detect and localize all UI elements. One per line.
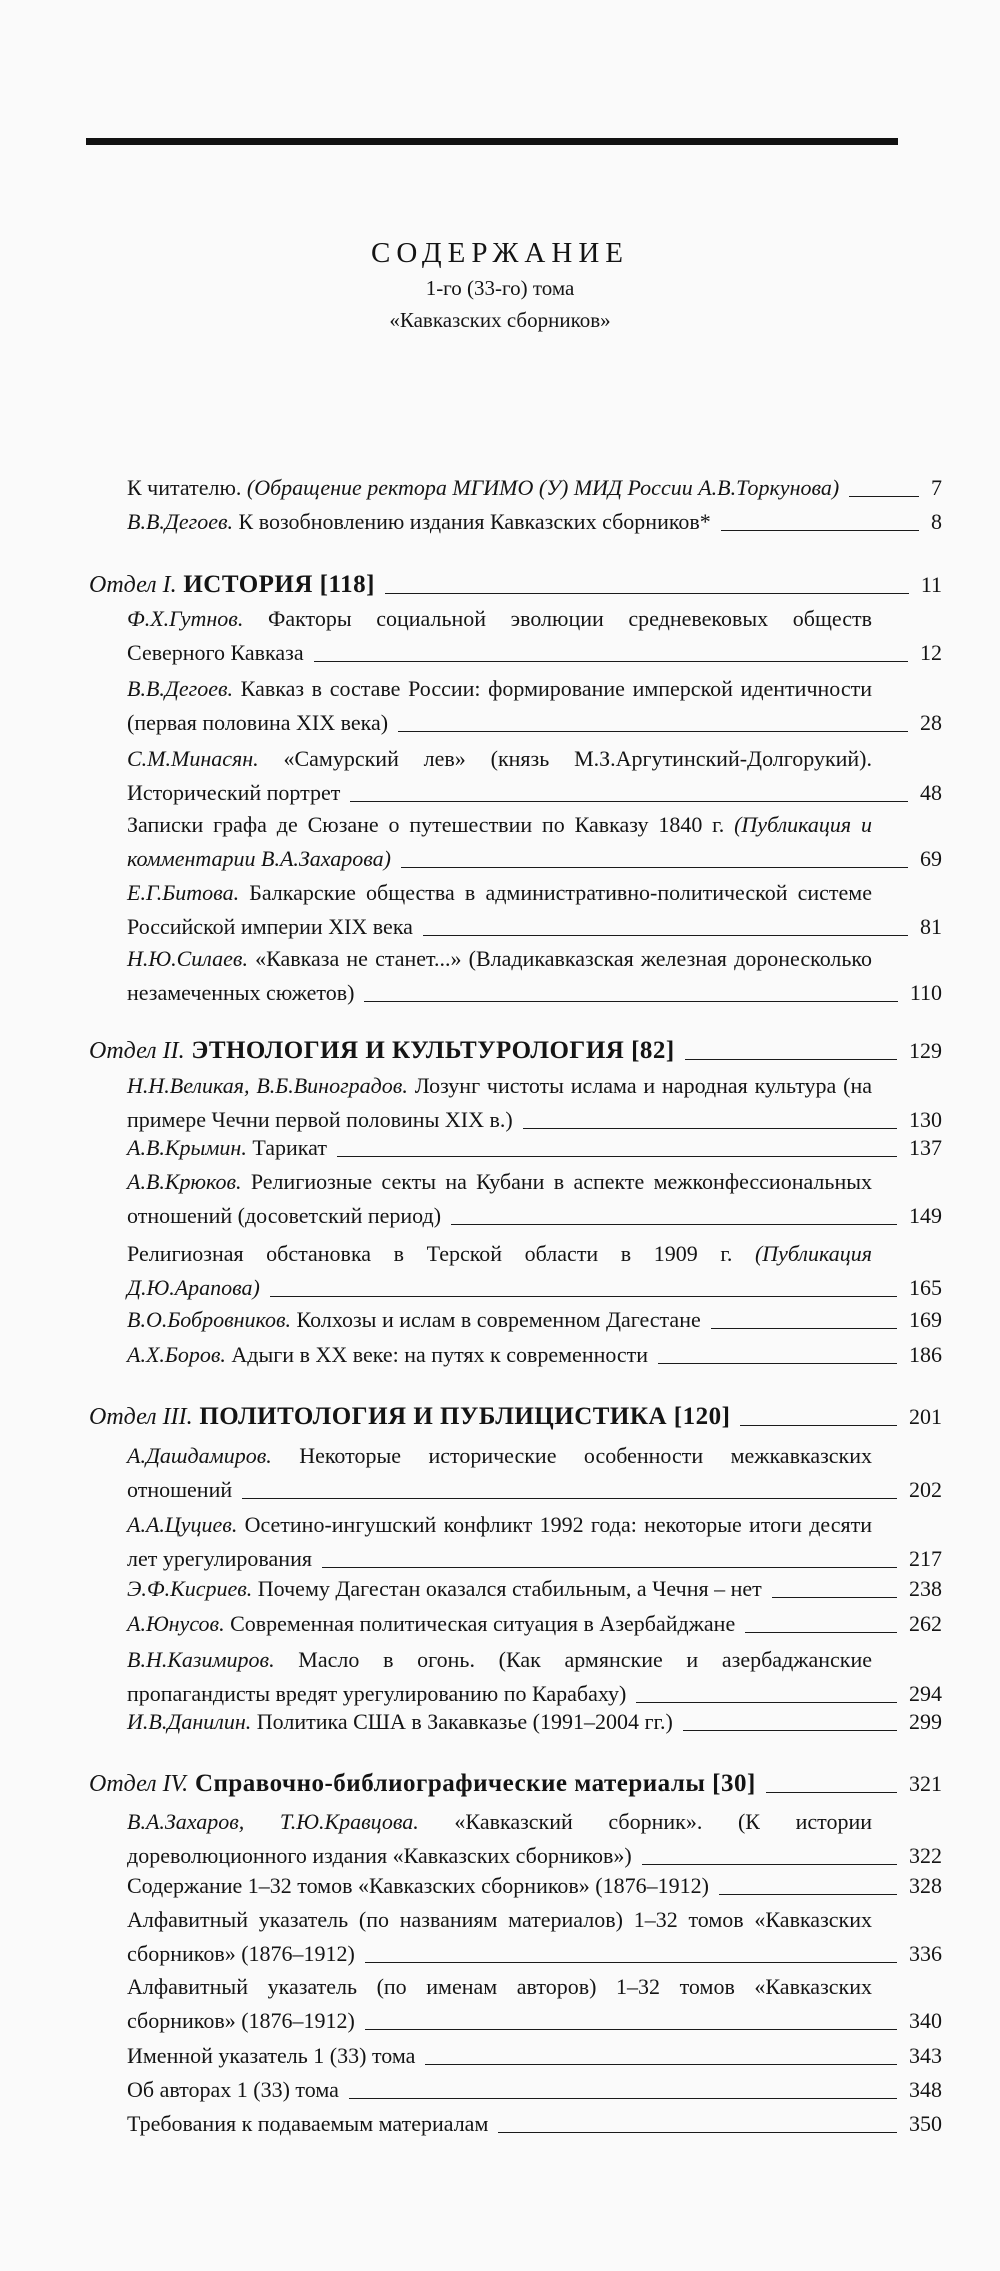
leader-line <box>685 1059 897 1060</box>
entry-text <box>127 602 872 670</box>
page-number: 350 <box>909 2111 942 2136</box>
entry-text <box>127 2039 878 2073</box>
page-number: 130 <box>909 1107 942 1132</box>
leader-line <box>642 1864 897 1865</box>
leader-line <box>337 1156 897 1157</box>
entry-title: Об авторах 1 (33) тома <box>127 2077 339 2102</box>
entry-text <box>127 1903 872 1971</box>
entry-title: Записки графа де Сюзане о путешествии по Кавказу 1840 г. <box>127 812 735 837</box>
page-number: 110 <box>909 980 942 1005</box>
entry-author: Э.Ф.Кисриев. <box>127 1576 253 1601</box>
leader-line <box>683 1730 897 1731</box>
leader-line <box>398 731 908 732</box>
entry-text <box>127 1643 872 1711</box>
section-title: ИСТОРИЯ [118] <box>176 571 375 598</box>
leader-line <box>523 1128 897 1129</box>
leader-line <box>711 1328 897 1329</box>
entry-author: В.В.Дегоев. <box>127 676 234 701</box>
entry-publication-note: (Публикация и комментарии В.А.Захарова) <box>127 812 873 871</box>
entry-text <box>127 672 872 740</box>
entry-author: А.Х.Боров. <box>127 1342 226 1367</box>
entry-text <box>127 1439 872 1507</box>
entry-text <box>127 942 872 1010</box>
leader-line <box>349 2098 897 2099</box>
page-number: 7 <box>931 475 942 500</box>
leader-line <box>423 935 908 936</box>
page-number: 81 <box>920 914 942 939</box>
leader-line <box>365 1962 897 1963</box>
entry-author: А.В.Крюков. <box>127 1169 242 1194</box>
entry-text <box>127 876 872 944</box>
entry-text <box>127 1338 878 1372</box>
leader-line <box>350 801 908 802</box>
section-title: ЭТНОЛОГИЯ И КУЛЬТУРОЛОГИЯ [82] <box>184 1037 675 1064</box>
page-number: 69 <box>920 846 942 871</box>
entry-author: С.М.Минасян. <box>127 746 259 771</box>
page-number: 262 <box>909 1611 942 1636</box>
entry-title: «Самурский лев» (князь М.З.Аргутинский-Долгорукий). Исторический портрет <box>127 746 872 805</box>
leader-line <box>740 1425 897 1426</box>
entry-title: Почему Дагестан оказался стабильным, а Чечня – нет <box>252 1576 762 1601</box>
entry-title: Алфавитный указатель (по именам авторов) 1–32 томов «Кавказских сборников» (1876–1912) <box>127 1974 872 2033</box>
entry-author: А.Дашдамиров. <box>127 1443 272 1468</box>
page-number: 165 <box>909 1275 942 1300</box>
leader-line <box>451 1224 897 1225</box>
leader-line <box>401 867 908 868</box>
leader-line <box>766 1792 897 1793</box>
entry-title: Кавказ в составе России: формирование имперской идентичности (первая половина XIX века) <box>127 676 872 735</box>
page-number: 28 <box>920 710 942 735</box>
entry-author: Ф.Х.Гутнов. <box>127 606 244 631</box>
entry-text <box>127 1303 878 1337</box>
entry-title: Некоторые исторические особенности межкавказских отношений <box>127 1443 872 1502</box>
entry-text <box>127 1970 872 2038</box>
page-number: 328 <box>909 1873 942 1898</box>
entry-text <box>127 471 878 505</box>
section-label: Отдел I. <box>89 572 177 598</box>
page-number: 149 <box>909 1203 942 1228</box>
entry-text <box>127 1572 878 1606</box>
leader-line <box>242 1498 897 1499</box>
entry-text <box>127 1607 878 1641</box>
entry-author: А.Юнусов. <box>127 1611 225 1636</box>
entry-author: В.В.Дегоев. <box>127 509 234 534</box>
entry-text <box>127 1165 872 1233</box>
page-number: 299 <box>909 1709 942 1734</box>
toc-title: СОДЕРЖАНИЕ <box>371 237 629 269</box>
entry-publication-note: (Публикация Д.Ю.Арапова) <box>127 1241 872 1300</box>
leader-line <box>365 2029 897 2030</box>
page-number: 137 <box>909 1135 942 1160</box>
entry-text <box>127 1805 872 1873</box>
entry-text <box>127 808 872 876</box>
page-number: 48 <box>920 780 942 805</box>
entry-text <box>127 2073 878 2107</box>
leader-line <box>322 1567 897 1568</box>
page-number: 348 <box>909 2077 942 2102</box>
entry-title: «Кавказа не станет...» (Владикавказская железная доронесколько незамеченных сюжетов) <box>127 946 872 1005</box>
toc-subtitle-series: «Кавказских сборников» <box>389 308 611 332</box>
section-label: Отдел IV. <box>89 1771 189 1797</box>
section-label: Отдел II. <box>89 1038 185 1064</box>
page-number: 336 <box>909 1941 942 1966</box>
section-title: Справочно-библиографические материалы [30] <box>188 1770 756 1797</box>
page-number: 129 <box>909 1038 942 1063</box>
page-number: 217 <box>909 1546 942 1571</box>
entry-title: «Кавказский сборник». (К истории дореволюционного издания «Кавказских сборников») <box>127 1809 873 1868</box>
entry-title: Масло в огонь. (Как армянские и азербаджанские пропагандисты вредят урегулированию по Карабаху) <box>127 1647 872 1706</box>
entry-author: А.В.Крымин. <box>127 1135 247 1160</box>
page-number: 294 <box>909 1681 942 1706</box>
leader-line <box>364 1001 897 1002</box>
page-number: 343 <box>909 2043 942 2068</box>
entry-text <box>89 568 878 602</box>
entry-title: Современная политическая ситуация в Азербайджане <box>224 1611 736 1636</box>
entry-author: А.А.Цуциев. <box>127 1512 238 1537</box>
entry-text <box>89 1034 878 1068</box>
entry-text <box>127 1069 872 1137</box>
page-number: 201 <box>909 1404 942 1429</box>
entry-author: В.А.Захаров, Т.Ю.Кравцова. <box>127 1809 419 1834</box>
leader-line <box>385 593 909 594</box>
toc-subtitle-volume: 1-го (33-го) тома <box>425 276 575 300</box>
entry-title: Колхозы и ислам в современном Дагестане <box>291 1307 701 1332</box>
entry-author: Н.Ю.Силаев. <box>127 946 248 971</box>
leader-line <box>314 661 908 662</box>
entry-title: Содержание 1–32 томов «Кавказских сборников» (1876–1912) <box>127 1873 709 1898</box>
entry-text <box>89 1767 878 1801</box>
page-number: 12 <box>920 640 942 665</box>
entry-author: Е.Г.Битова. <box>127 880 240 905</box>
page-number: 8 <box>931 509 942 534</box>
leader-line <box>658 1363 897 1364</box>
entry-author: И.В.Данилин. <box>127 1709 252 1734</box>
page-number: 321 <box>909 1771 942 1796</box>
entry-text <box>127 1705 878 1739</box>
entry-publication-note: (Обращение ректора МГИМО (У) МИД России А.В.Торкунова) <box>246 475 840 500</box>
page-number: 11 <box>920 572 942 597</box>
entry-text <box>127 1131 878 1165</box>
entry-text <box>127 742 872 810</box>
entry-title: К читателю. <box>127 475 247 500</box>
entry-author: Н.Н.Великая, В.Б.Виноградов. <box>127 1073 408 1098</box>
entry-author: В.О.Бобровников. <box>127 1307 292 1332</box>
leader-line <box>498 2132 897 2133</box>
entry-text <box>89 1400 878 1434</box>
entry-title: Политика США в Закавказье (1991–2004 гг.) <box>251 1709 673 1734</box>
entry-title: Лозунг чистоты ислама и народная культура (на примере Чечни первой половины XIX в.) <box>127 1073 872 1132</box>
entry-title: Тарикат <box>246 1135 327 1160</box>
leader-line <box>719 1894 897 1895</box>
entry-text <box>127 1237 872 1305</box>
entry-title: Алфавитный указатель (по названиям материалов) 1–32 томов «Кавказских сборников» (1876–1912) <box>127 1907 872 1966</box>
entry-title: Адыги в XX веке: на путях к современности <box>225 1342 649 1367</box>
entry-text <box>127 1508 872 1576</box>
page-number: 186 <box>909 1342 942 1367</box>
entry-title: Религиозные секты на Кубани в аспекте межконфессиональных отношений (досоветский период) <box>127 1169 872 1228</box>
entry-title: Требования к подаваемым материалам <box>127 2111 489 2136</box>
entry-title: Балкарские общества в административно-политической системе Российской империи XIX века <box>127 880 872 939</box>
entry-text <box>127 2107 878 2141</box>
entry-author: В.Н.Казимиров. <box>127 1647 275 1672</box>
leader-line <box>772 1597 897 1598</box>
entry-title: Именной указатель 1 (33) тома <box>127 2043 416 2068</box>
page-number: 340 <box>909 2008 942 2033</box>
entry-text <box>127 1869 878 1903</box>
leader-line <box>636 1702 897 1703</box>
entry-title: Осетино-ингушский конфликт 1992 года: некоторые итоги десяти лет урегулирования <box>127 1512 872 1571</box>
page-number: 238 <box>909 1576 942 1601</box>
page-number: 202 <box>909 1477 942 1502</box>
section-label: Отдел III. <box>89 1404 193 1430</box>
entry-title: К возобновлению издания Кавказских сборников* <box>233 509 711 534</box>
top-rule <box>86 138 898 145</box>
entry-text <box>127 505 878 539</box>
page-number: 169 <box>909 1307 942 1332</box>
leader-line <box>270 1296 897 1297</box>
leader-line <box>745 1632 897 1633</box>
section-title: ПОЛИТОЛОГИЯ И ПУБЛИЦИСТИКА [120] <box>192 1403 731 1430</box>
entry-title: Религиозная обстановка в Терской области в 1909 г. <box>127 1241 755 1266</box>
entry-title: Факторы социальной эволюции средневековых обществ Северного Кавказа <box>127 606 872 665</box>
page-number: 322 <box>909 1843 942 1868</box>
leader-line <box>425 2064 897 2065</box>
